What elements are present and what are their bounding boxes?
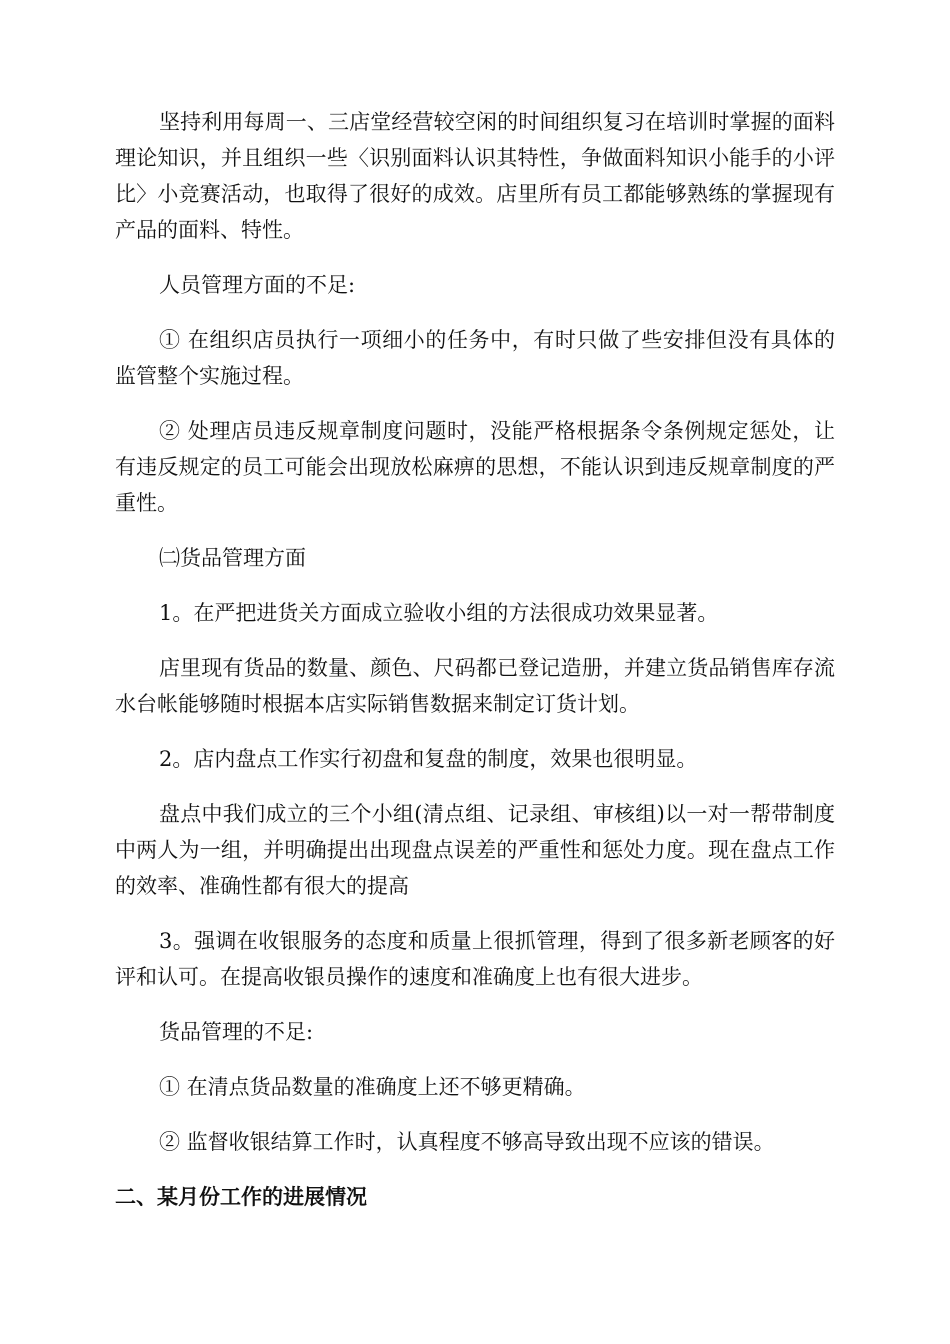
paragraph-goods-registry: 店里现有货品的数量、颜色、尺码都已登记造册，并建立货品销售库存流水台帐能够随时根据本店实际销售数据来制定订货计划。 (115, 656, 835, 716)
paragraph-goods-item-3: 3。强调在收银服务的态度和质量上很抓管理，得到了很多新老顾客的好评和认可。在提高收银员操作的速度和准确度上也有很大进步。 (115, 929, 835, 989)
paragraph-goods-shortcomings-title: 货品管理的不足: (159, 1020, 314, 1044)
paragraph-goods-shortcoming-2: ② 监督收银结算工作时，认真程度不够高导致出现不应该的错误。 (159, 1130, 775, 1154)
section-heading: 二、某月份工作的进展情况 (115, 1185, 367, 1209)
paragraph-staff-shortcomings-title: 人员管理方面的不足: (159, 273, 356, 297)
paragraph-inventory-groups: 盘点中我们成立的三个小组(清点组、记录组、审核组)以一对一帮带制度中两人为一组，并明确提出出现盘点误差的严重性和惩处力度。现在盘点工作的效率、准确性都有很大的提高 (115, 802, 835, 898)
paragraph-goods-shortcoming-1: ① 在清点货品数量的准确度上还不够更精确。 (159, 1075, 586, 1099)
paragraph-goods-item-2: 2。店内盘点工作实行初盘和复盘的制度，效果也很明显。 (159, 747, 698, 771)
paragraph-fabric-training: 坚持利用每周一、三店堂经营较空闲的时间组织复习在培训时掌握的面料理论知识，并且组织一些〈识别面料认识其特性，争做面料知识小能手的小评比〉小竞赛活动，也取得了很好的成效。店里所有员工都能够熟练的掌握现有产品的面料、特性。 (115, 110, 835, 242)
paragraph-staff-shortcoming-2: ② 处理店员违反规章制度问题时，没能严格根据条令条例规定惩处，让有违反规定的员工可能会出现放松麻痹的思想，不能认识到违反规章制度的严重性。 (115, 419, 835, 515)
document-page (115, 104, 835, 1215)
paragraph-goods-item-1: 1。在严把进货关方面成立验收小组的方法很成功效果显著。 (159, 601, 719, 625)
paragraph-staff-shortcoming-1: ① 在组织店员执行一项细小的任务中，有时只做了些安排但没有具体的监管整个实施过程。 (115, 328, 835, 388)
paragraph-goods-management-title: ㈡货品管理方面 (159, 546, 306, 570)
